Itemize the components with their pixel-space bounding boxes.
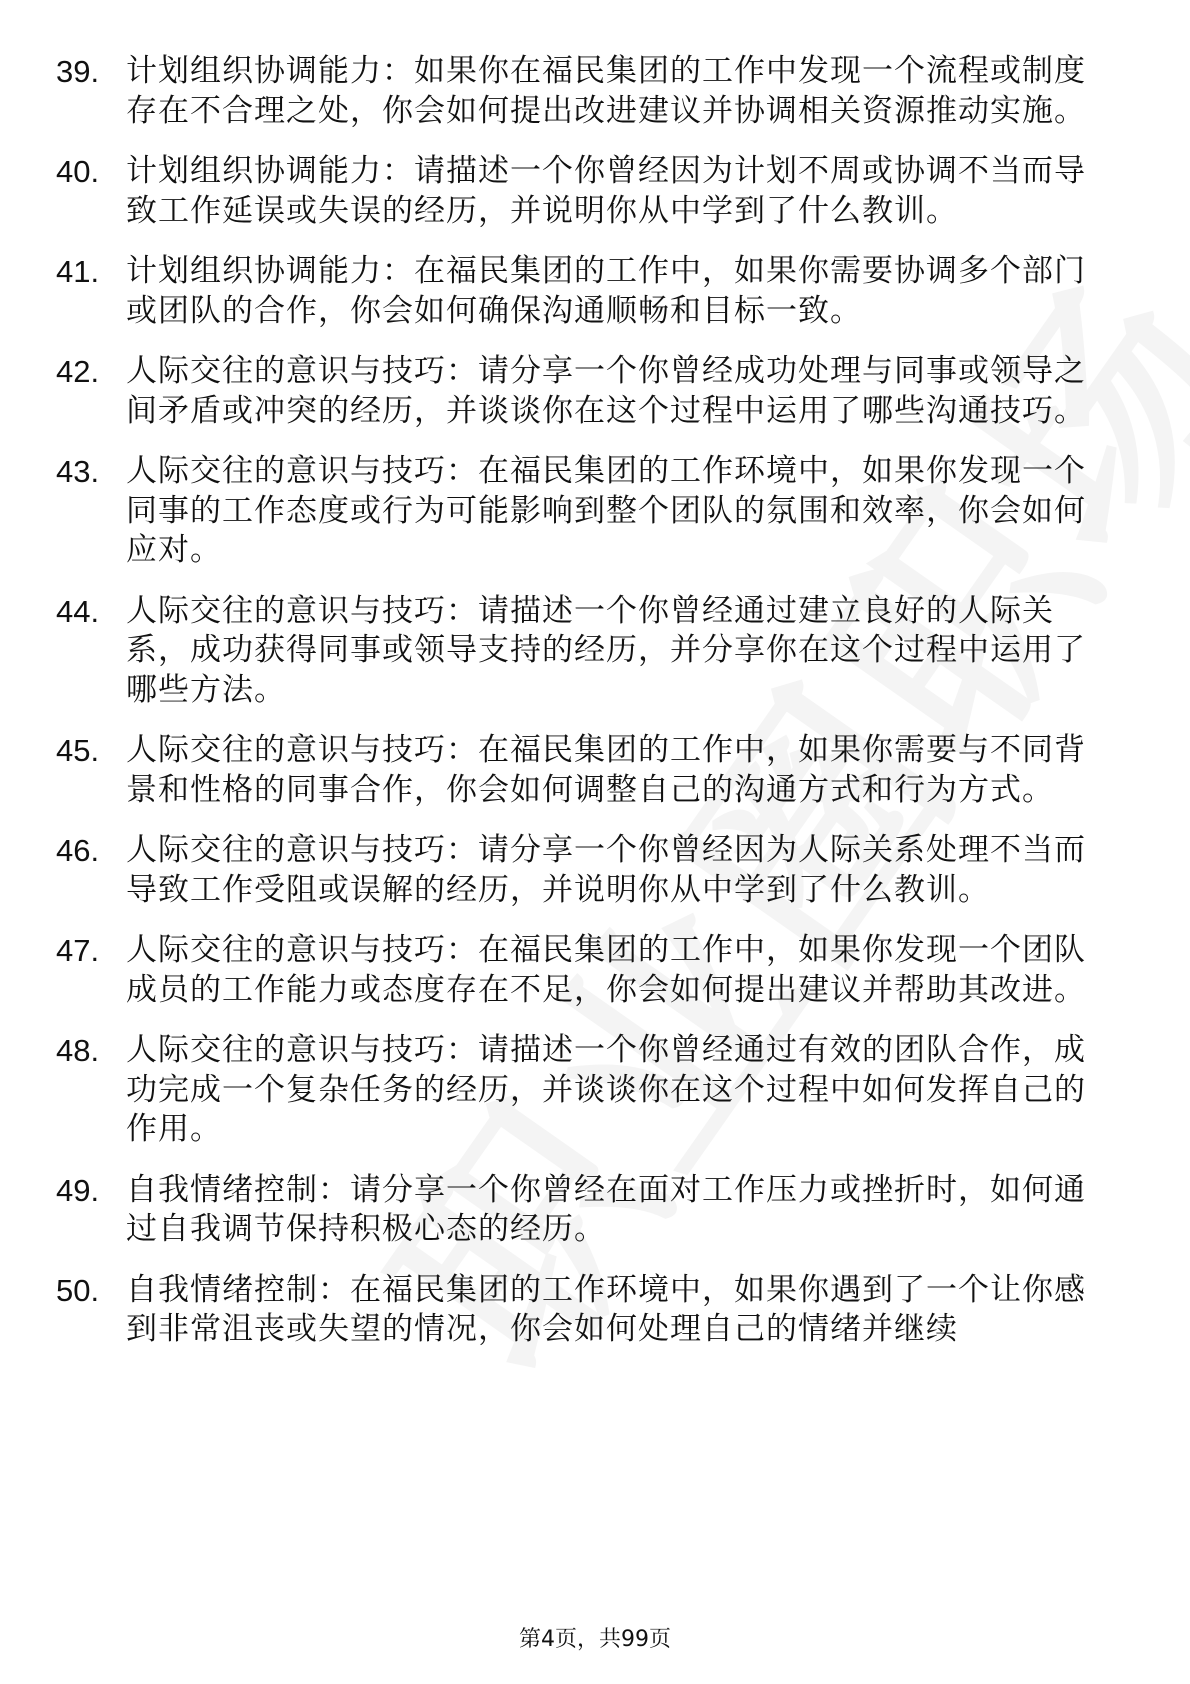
item-text: 自我情绪控制：在福民集团的工作环境中，如果你遇到了一个让你感到非常沮丧或失望的情况，你会如何处理自己的情绪并继续 — [126, 1271, 1086, 1347]
item-text: 人际交往的意识与技巧：请描述一个你曾经通过建立良好的人际关系，成功获得同事或领导支持的经历，并分享你在这个过程中运用了哪些方法。 — [126, 592, 1086, 708]
item-number: 41. — [56, 254, 100, 289]
item-number: 49. — [56, 1172, 100, 1208]
list-item — [56, 592, 1116, 711]
list-item — [56, 152, 1116, 231]
item-number: 39. — [56, 54, 100, 89]
list-item — [56, 252, 1116, 331]
item-text: 自我情绪控制：请分享一个你曾经在面对工作压力或挫折时，如何通过自我调节保持积极心态的经历。 — [126, 1171, 1086, 1247]
item-text: 计划组织协调能力：如果你在福民集团的工作中发现一个流程或制度存在不合理之处，你会如何提出改进建议并协调相关资源推动实施。 — [126, 53, 1086, 129]
list-item — [56, 352, 1116, 431]
item-text: 人际交往的意识与技巧：在福民集团的工作环境中，如果你发现一个同事的工作态度或行为可能影响到整个团队的氛围和效率，你会如何应对。 — [126, 453, 1086, 568]
item-number: 42. — [56, 354, 100, 389]
page-number-label: 第4页，共99页 — [519, 1627, 671, 1652]
item-text: 人际交往的意识与技巧：在福民集团的工作中，如果你发现一个团队成员的工作能力或态度存在不足，你会如何提出建议并帮助其改进。 — [126, 932, 1086, 1008]
item-number: 46. — [56, 833, 100, 868]
list-item — [56, 1171, 1116, 1250]
list-item — [56, 1031, 1116, 1150]
list-item — [56, 931, 1116, 1010]
item-number: 43. — [56, 454, 100, 489]
list-item — [56, 731, 1116, 810]
item-text: 计划组织协调能力：在福民集团的工作中，如果你需要协调多个部门或团队的合作，你会如何确保沟通顺畅和目标一致。 — [126, 253, 1086, 329]
list-item — [56, 831, 1116, 910]
item-number: 40. — [56, 154, 100, 189]
question-list — [56, 52, 1116, 1371]
item-number: 44. — [56, 593, 100, 629]
item-text: 人际交往的意识与技巧：请分享一个你曾经成功处理与同事或领导之间矛盾或冲突的经历，并谈谈你在这个过程中运用了哪些沟通技巧。 — [126, 353, 1086, 429]
list-item — [56, 52, 1116, 131]
item-text: 人际交往的意识与技巧：请分享一个你曾经因为人际关系处理不当而导致工作受阻或误解的经历，并说明你从中学到了什么教训。 — [126, 832, 1086, 908]
item-number: 45. — [56, 733, 100, 768]
list-item — [56, 452, 1116, 571]
item-number: 48. — [56, 1033, 100, 1068]
item-text: 人际交往的意识与技巧：请描述一个你曾经通过有效的团队合作，成功完成一个复杂任务的经历，并谈谈你在这个过程中如何发挥自己的作用。 — [126, 1032, 1086, 1147]
item-number: 50. — [56, 1272, 100, 1308]
page-footer — [0, 1626, 1190, 1654]
item-text: 人际交往的意识与技巧：在福民集团的工作中，如果你需要与不同背景和性格的同事合作，你会如何调整自己的沟通方式和行为方式。 — [126, 732, 1086, 808]
item-number: 47. — [56, 933, 100, 968]
list-item — [56, 1271, 1116, 1350]
item-text: 计划组织协调能力：请描述一个你曾经因为计划不周或协调不当而导致工作延误或失误的经历，并说明你从中学到了什么教训。 — [126, 153, 1086, 229]
